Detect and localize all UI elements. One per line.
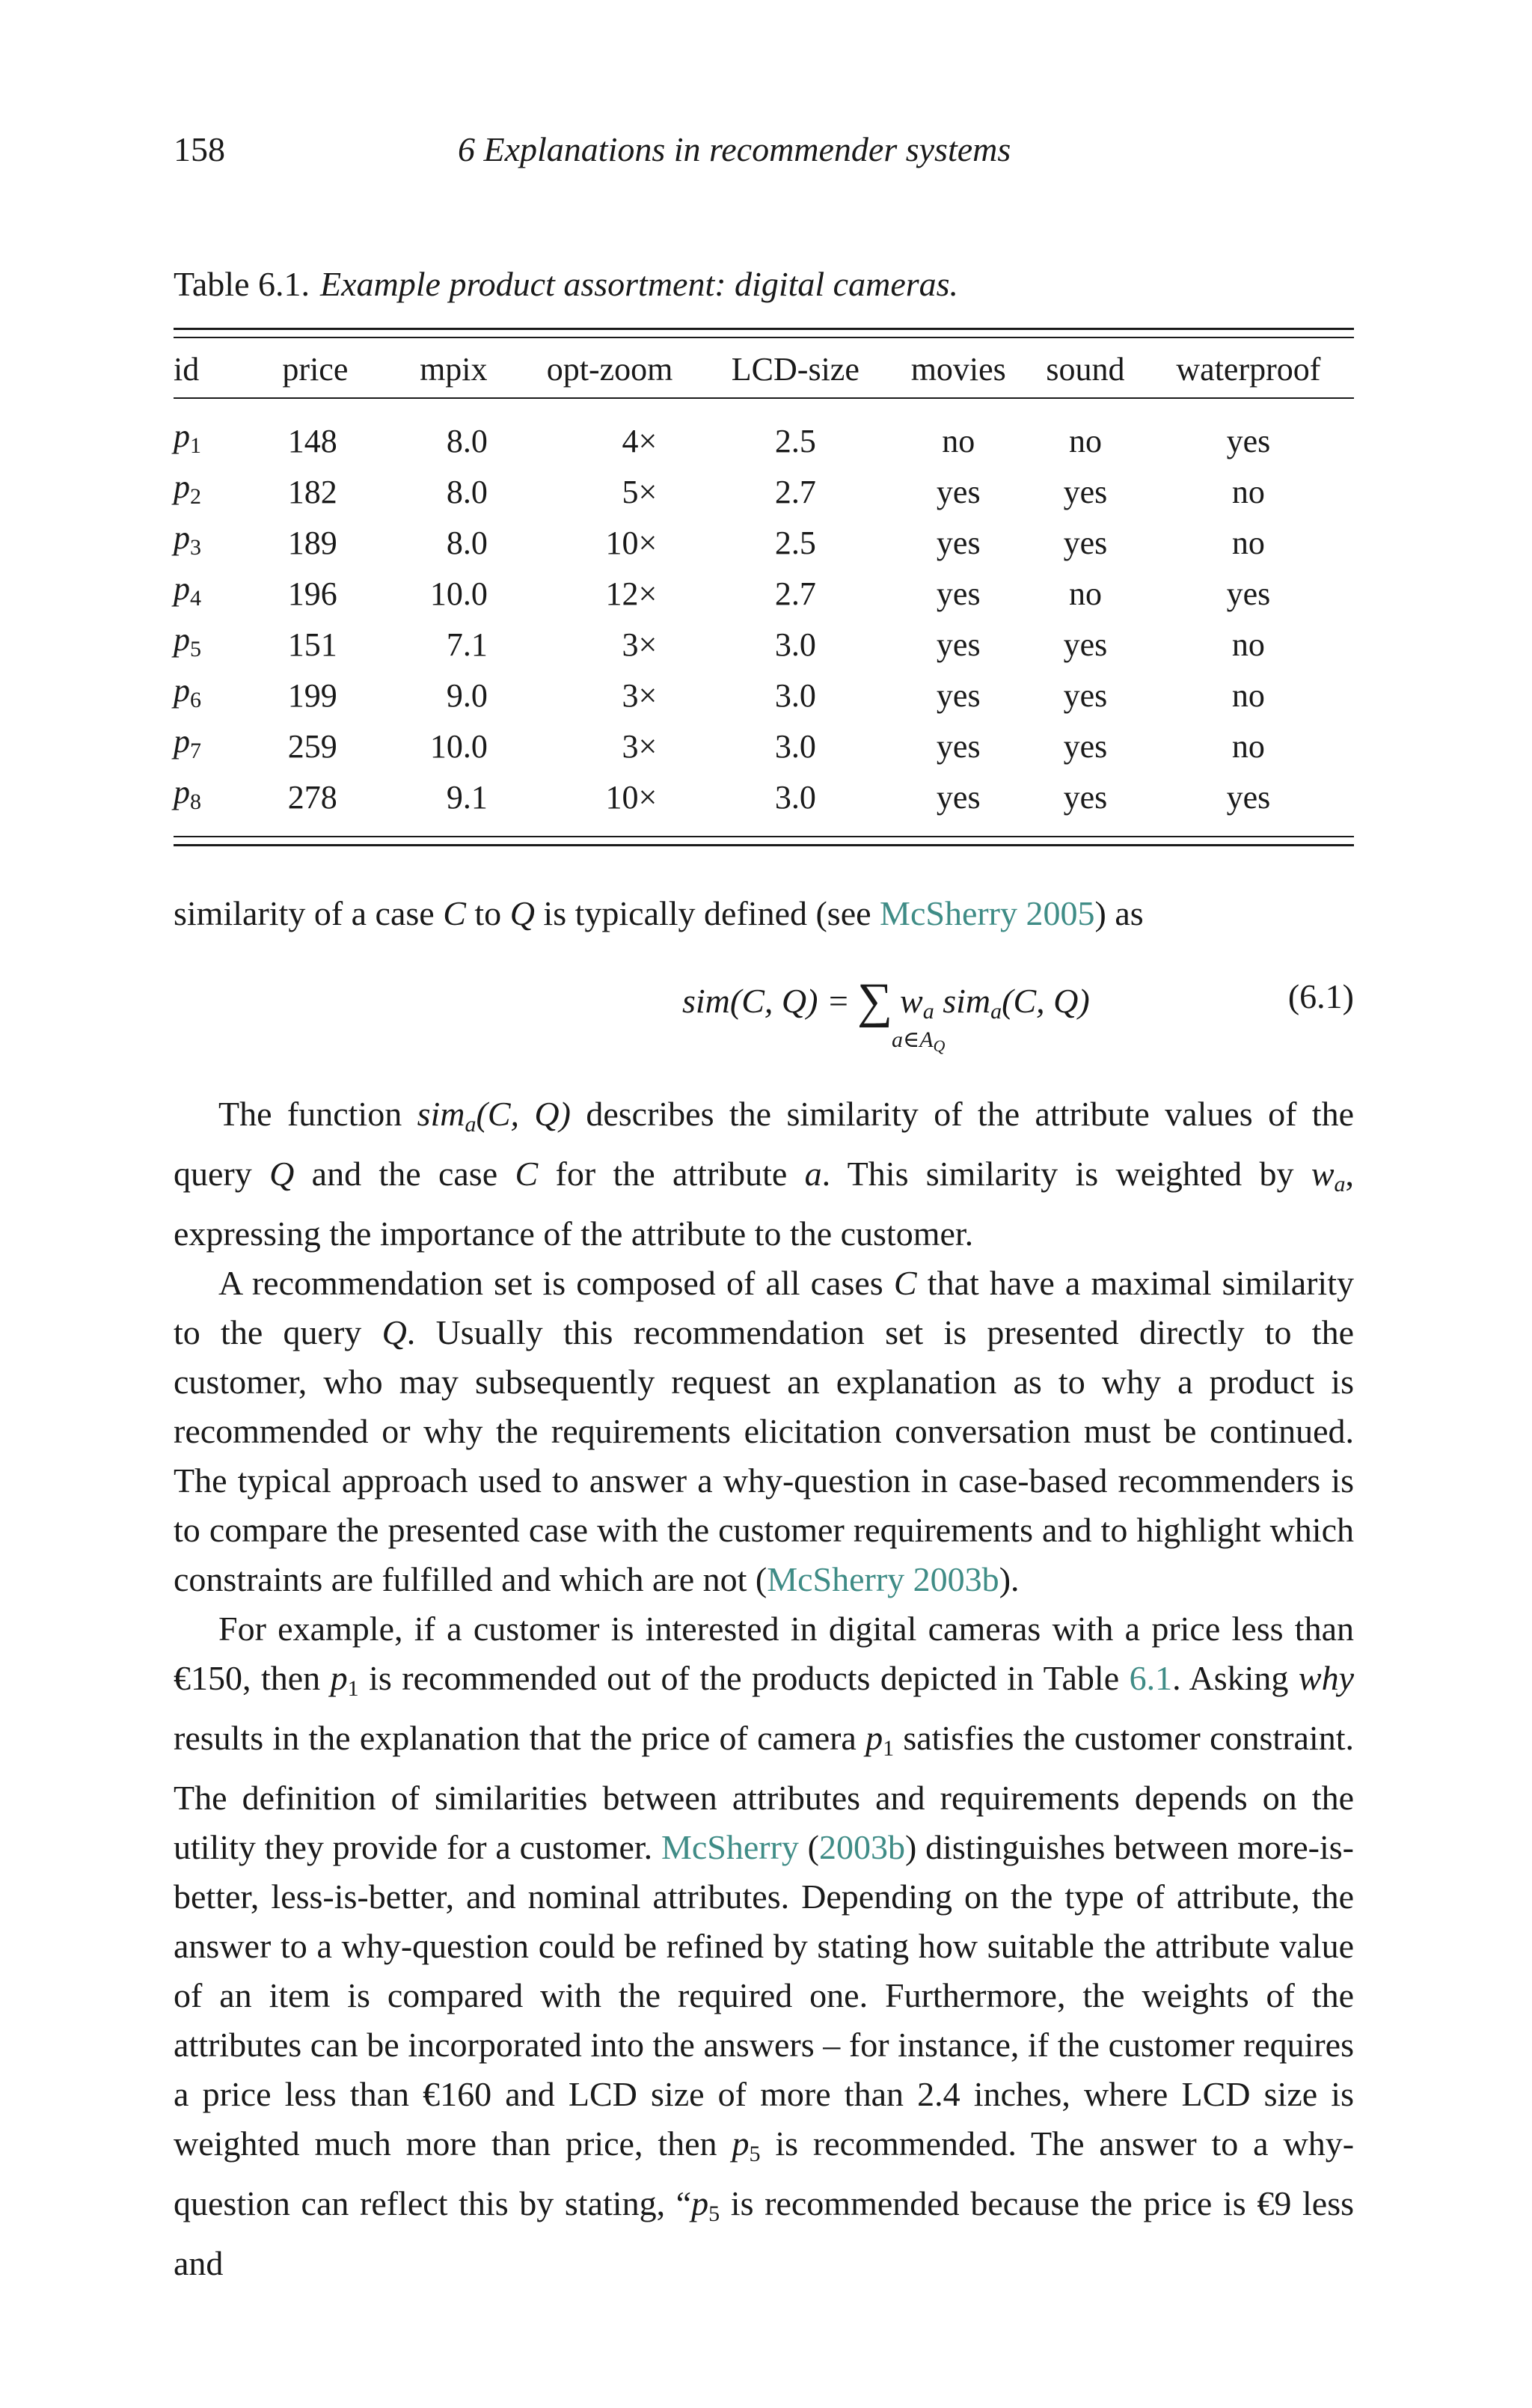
equation-number: (6.1) [1287,977,1354,1015]
cell-mpix: 9.1 [446,778,488,816]
table-reference-link[interactable]: 6.1 [1129,1659,1173,1697]
cell-movies: yes [936,626,981,663]
table-body [174,399,1354,836]
cell-mpix: 8.0 [446,524,488,561]
cell-zoom: 3× [622,727,658,765]
table-row [174,619,1354,670]
cell-id: $p_1$ [174,418,201,458]
citation-link[interactable]: McSherry [661,1828,799,1866]
cell-waterproof: no [1231,473,1265,510]
table-bottom-rule [174,836,1354,846]
body-paragraphs [174,1090,1354,2288]
table-top-rule [174,328,1354,338]
equation-6-1 [174,967,1354,1079]
table-caption [174,262,958,307]
citation-link[interactable]: McSherry 2003b [767,1560,999,1598]
col-header: opt-zoom [546,351,673,388]
cell-lcd: 3.0 [774,778,816,816]
page-number: 158 [174,130,225,168]
cell-waterproof: yes [1226,575,1271,612]
cell-lcd: 2.5 [774,524,816,561]
col-header: LCD-size [731,351,860,388]
cell-price: 151 [287,626,337,663]
table-label: Table 6.1. [174,265,310,303]
cell-zoom: 5× [622,473,658,510]
summation-subscript: $a\in A_Q$ [892,1027,946,1055]
cell-lcd: 3.0 [774,626,816,663]
product-table [174,328,1354,846]
cell-mpix: 10.0 [429,727,488,765]
col-header: sound [1046,351,1125,388]
cell-waterproof: no [1231,626,1265,663]
cell-waterproof: yes [1226,422,1271,459]
cell-lcd: 3.0 [774,727,816,765]
citation-link[interactable]: McSherry 2005 [880,894,1095,932]
cell-sound: yes [1063,524,1108,561]
cell-price: 148 [287,422,337,459]
cell-movies: no [942,422,975,459]
data-table [174,338,1354,836]
cell-lcd: 3.0 [774,676,816,714]
cell-mpix: 9.0 [446,676,488,714]
cell-sound: no [1068,422,1102,459]
table-row [174,670,1354,721]
col-header: price [282,351,349,388]
cell-sound: yes [1063,778,1108,816]
cell-lcd: 2.5 [774,422,816,459]
cell-zoom: 3× [622,676,658,714]
table-header-row [174,338,1354,397]
cell-sound: yes [1063,727,1108,765]
cell-price: 189 [287,524,337,561]
cell-lcd: 2.7 [774,575,816,612]
cell-mpix: 8.0 [446,473,488,510]
paragraph: A recommendation set is composed of all cases C that have a maximal similarity to the query Q. Usually this recommendation set is presented directly to the customer, who may subsequently request an explanation as to why a product is recommended or why the requirements elicitation conversation must be continued. The typical approach used to answer a why-question in case-based recommenders is to compare the presented case with the customer requirements and to highlight which constraints are fulfilled and which are not (McSherry 2003b). [174,1264,1354,1598]
col-header: movies [910,351,1006,388]
cell-waterproof: no [1231,676,1265,714]
table-row [174,399,1354,466]
col-header: waterproof [1176,351,1321,388]
table-row [174,466,1354,517]
cell-id: $p_6$ [174,672,201,712]
paragraph: For example, if a customer is interested in digital cameras with a price less than €150, then $p_1$ is recommended out of the products depicted in Table 6.1. Asking why results in the explanation that the price of camera $p_1$ satisfies the customer constraint. The definition of similarities between attributes and requirements depends on the utility they provide for a customer. McSherry (2003b) distinguishes between more-is-better, less-is-better, and nominal attributes. Depending on the type of attribute, the answer to a why-question could be refined by stating how suitable the attribute value of an item is compared with the required one. Furthermore, the weights of the attributes can be incorporated into the answers – for instance, if the customer requires a price less than €160 and LCD size of more than 2.4 inches, where LCD size is weighted much more than price, then $p_5$ is recommended. The answer to a why-question can reflect this by stating, “$p_5$ is recommended because the price is €9 less and [174,1610,1355,2282]
cell-id: $p_4$ [174,570,201,611]
col-header: mpix [420,351,488,388]
cell-price: 278 [287,778,337,816]
running-title: 6 Explanations in recommender systems [458,130,1011,168]
cell-waterproof: yes [1226,778,1271,816]
cell-zoom: 4× [622,422,658,459]
table-row [174,721,1354,771]
table-row [174,771,1354,836]
cell-zoom: 12× [605,575,658,612]
cell-price: 259 [287,727,337,765]
cell-id: $p_3$ [174,519,201,560]
cell-movies: yes [936,727,981,765]
cell-mpix: 8.0 [446,422,488,459]
cell-sound: no [1068,575,1102,612]
col-header: id [174,351,200,388]
cell-id: $p_8$ [174,774,201,814]
cell-waterproof: no [1231,524,1265,561]
cell-movies: yes [936,473,981,510]
equation-body: sim(C, Q) = ∑ $w_a$ sim$_a$(C, Q) [682,974,1090,1028]
cell-sound: yes [1063,676,1108,714]
paragraph: The function sim$_a$(C, Q) describes the similarity of the attribute values of the query Q and the case C for the attribute a. This similarity is weighted by $w_a$, expressing the importance of the attribute to the customer. [174,1095,1354,1253]
cell-lcd: 2.7 [774,473,816,510]
table-row [174,568,1354,619]
cell-zoom: 10× [605,778,658,816]
cell-price: 196 [287,575,337,612]
cell-price: 182 [287,473,337,510]
cell-zoom: 3× [622,626,658,663]
table-caption-text: Example product assortment: digital cameras. [320,265,959,303]
cell-zoom: 10× [605,524,658,561]
cell-id: $p_2$ [174,468,201,509]
cell-waterproof: no [1231,727,1265,765]
intro-paragraph: similarity of a case C to Q is typically defined (see McSherry 2005) as [174,894,1144,932]
cell-movies: yes [936,676,981,714]
citation-link[interactable]: 2003b [819,1828,906,1866]
cell-price: 199 [287,676,337,714]
summation-symbol: ∑ [857,974,893,1028]
cell-id: $p_5$ [174,621,201,661]
cell-mpix: 10.0 [429,575,488,612]
cell-id: $p_7$ [174,723,201,763]
cell-sound: yes [1063,626,1108,663]
cell-mpix: 7.1 [446,626,488,663]
cell-movies: yes [936,575,981,612]
cell-sound: yes [1063,473,1108,510]
table-row [174,517,1354,568]
cell-movies: yes [936,778,981,816]
cell-movies: yes [936,524,981,561]
